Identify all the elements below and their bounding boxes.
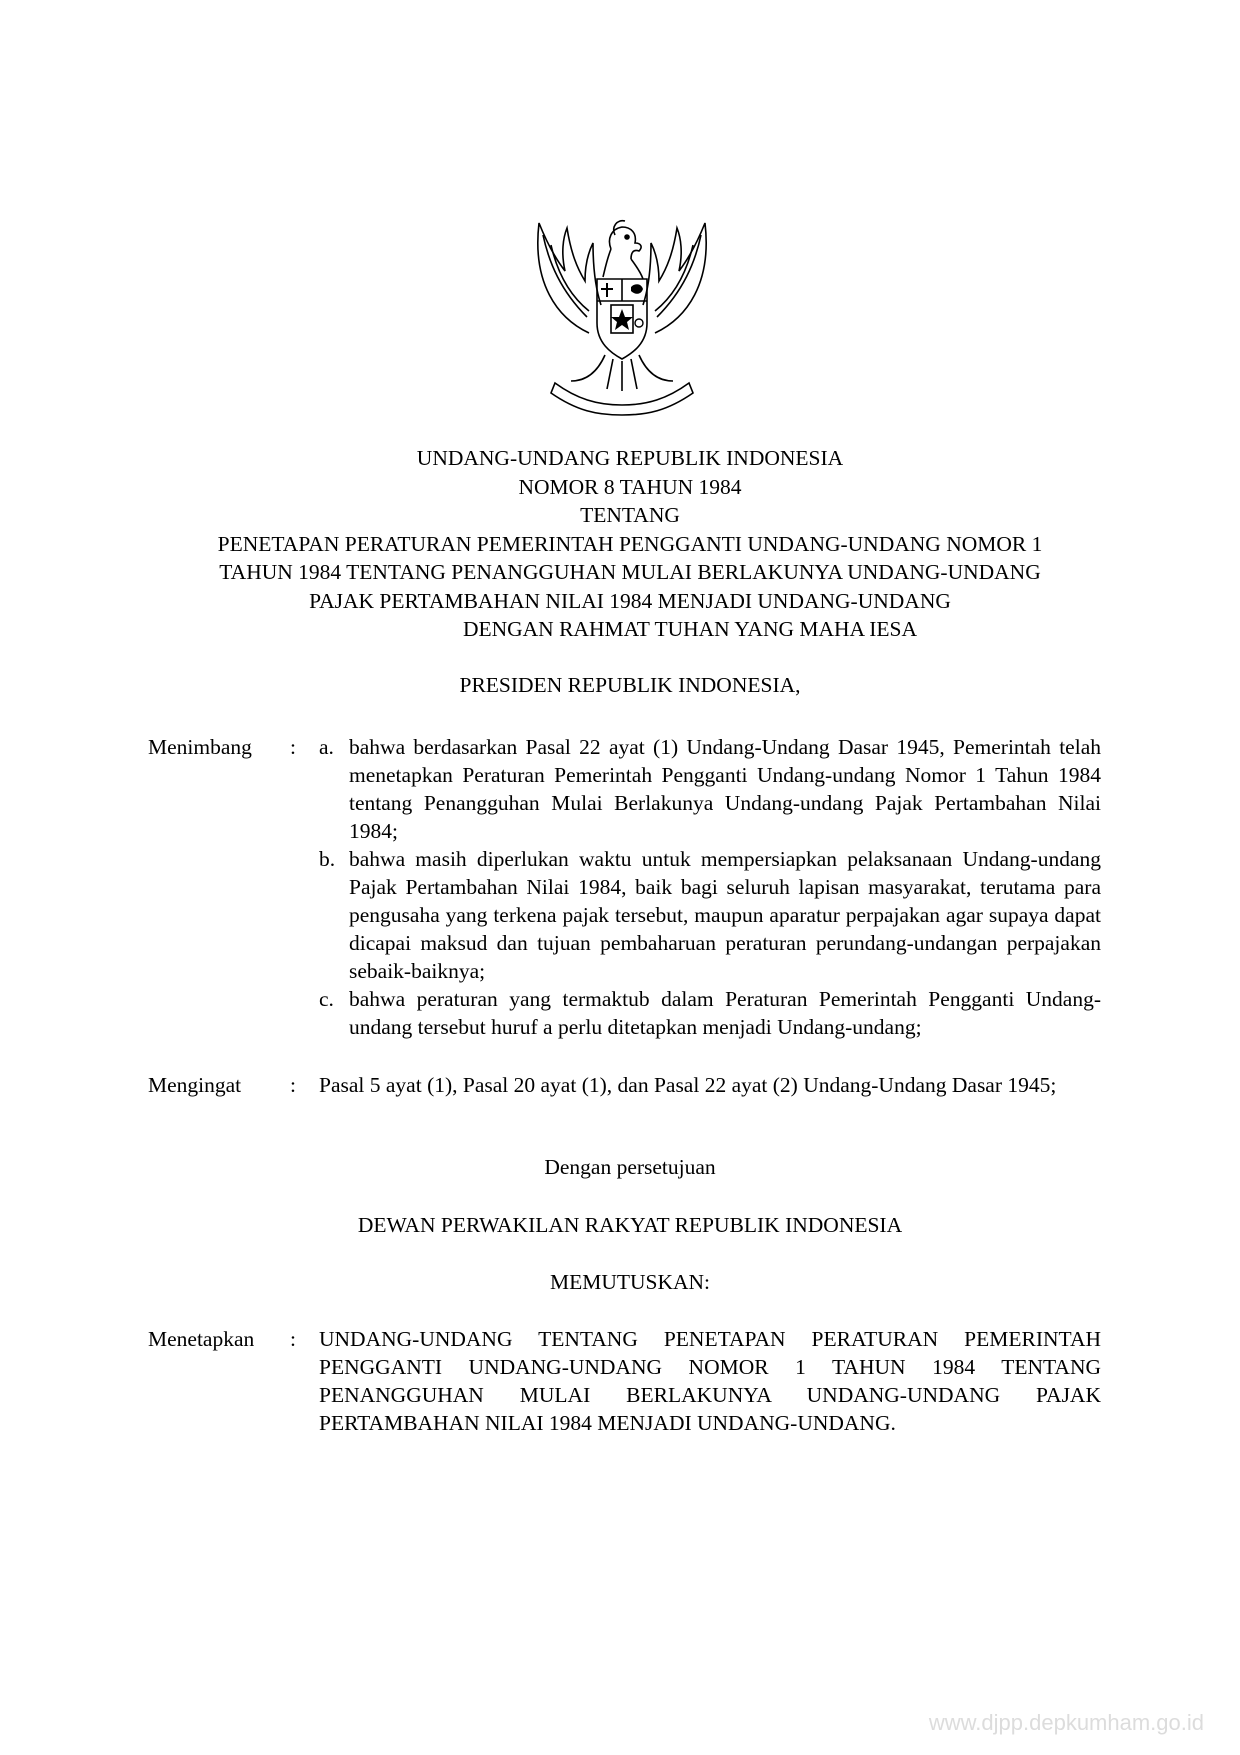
mengingat-colon: : xyxy=(290,1073,296,1097)
menimbang-label: Menimbang xyxy=(148,735,252,759)
watermark-url: www.djpp.depkumham.go.id xyxy=(928,1710,1204,1735)
title-line-2: NOMOR 8 TAHUN 1984 xyxy=(518,474,742,499)
title-line-6: PAJAK PERTAMBAHAN NILAI 1984 MENJADI UNDANG-UNDANG xyxy=(309,588,951,613)
mengingat-label: Mengingat xyxy=(148,1073,242,1097)
title-line-3: TENTANG xyxy=(580,503,680,527)
list-item-text: bahwa masih diperlukan waktu untuk mempersiapkan pelaksanaan Undang-undang Pajak Pertambahan Nilai 1984, baik bagi seluruh lapisan masyarakat, terutama para pengusaha yang terkena pajak tersebut, maupun aparatur perpajakan agar supaya dapat dicapai maksud dan tujuan pembaharuan peraturan perundang-undangan perpajakan sebaik-baiknya; xyxy=(349,847,1101,983)
menimbang-colon: : xyxy=(290,735,296,759)
document-title xyxy=(130,444,1130,644)
menetapkan-label: Menetapkan xyxy=(148,1327,255,1351)
list-item-text: bahwa berdasarkan Pasal 22 ayat (1) Undang-Undang Dasar 1945, Pemerintah telah menetapkan Peraturan Pemerintah Pengganti Undang-undang Nomor 1 Tahun 1984 tentang Penangguhan Mulai Berlakunya Undang-undang Pajak Pertambahan Nilai 1984; xyxy=(349,735,1101,843)
list-item xyxy=(319,733,1101,845)
list-item-letter: c. xyxy=(319,987,334,1011)
list-item-letter: b. xyxy=(319,847,336,871)
menetapkan-colon: : xyxy=(290,1327,296,1351)
list-item-text: bahwa peraturan yang termaktub dalam Peraturan Pemerintah Pengganti Undang-undang tersebut huruf a perlu ditetapkan menjadi Undang-undang; xyxy=(349,987,1101,1039)
list-item xyxy=(319,845,1101,985)
dpr-heading: DEWAN PERWAKILAN RAKYAT REPUBLIK INDONESIA xyxy=(357,1213,903,1237)
list-item xyxy=(319,985,1101,1041)
garuda-emblem-icon xyxy=(527,213,717,418)
menetapkan-text: UNDANG-UNDANG TENTANG PENETAPAN PERATURAN PEMERINTAH PENGGANTI UNDANG-UNDANG NOMOR 1 TAHUN 1984 TENTANG PENANGGUHAN MULAI BERLAKUNYA UNDANG-UNDANG PAJAK PERTAMBAHAN NILAI 1984 MENJADI UNDANG-UNDANG. xyxy=(319,1327,1101,1435)
title-line-7: DENGAN RAHMAT TUHAN YANG MAHA IESA xyxy=(462,617,918,641)
list-item-letter: a. xyxy=(319,735,334,759)
menetapkan-body xyxy=(319,1325,1101,1437)
mengingat-text: Pasal 5 ayat (1), Pasal 20 ayat (1), dan Pasal 22 ayat (2) Undang-Undang Dasar 1945; xyxy=(319,1073,1057,1097)
menimbang-list xyxy=(319,733,1101,1041)
title-line-5: TAHUN 1984 TENTANG PENANGGUHAN MULAI BERLAKUNYA UNDANG-UNDANG xyxy=(219,560,1041,584)
persetujuan-line: Dengan persetujuan xyxy=(544,1155,716,1179)
title-line-4: PENETAPAN PERATURAN PEMERINTAH PENGGANTI UNDANG-UNDANG NOMOR 1 xyxy=(217,531,1043,556)
title-line-1: UNDANG-UNDANG REPUBLIK INDONESIA xyxy=(416,446,844,470)
president-heading: PRESIDEN REPUBLIK INDONESIA, xyxy=(459,673,801,697)
mengingat-body xyxy=(319,1071,1101,1099)
memutuskan-heading: MEMUTUSKAN: xyxy=(549,1270,711,1294)
